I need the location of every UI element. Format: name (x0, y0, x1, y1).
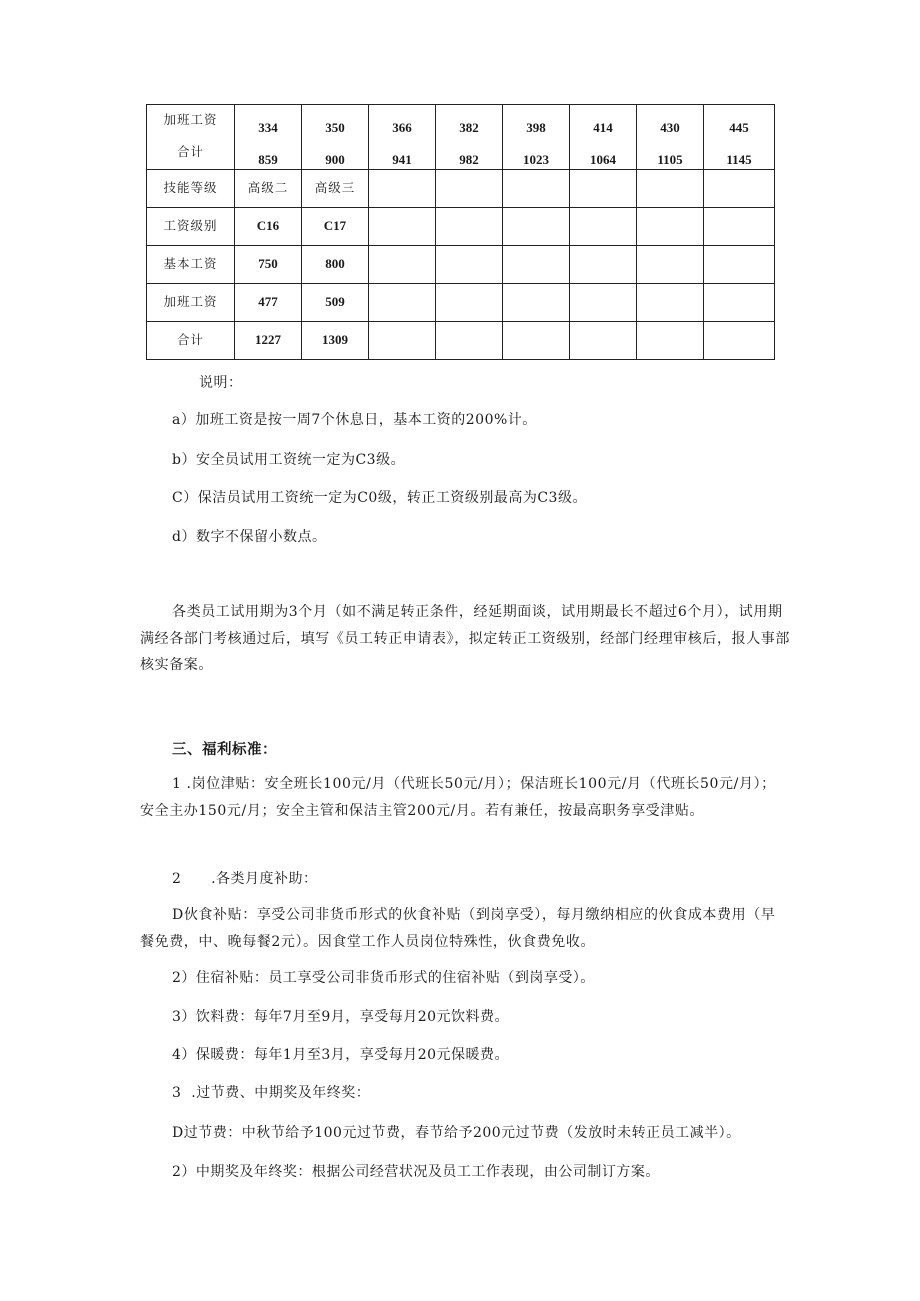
table-cell: 366 (369, 105, 436, 138)
note-c: C）保洁员试用工资统一定为C0级，转正工资级别最高为C3级。 (172, 490, 587, 506)
table-row (147, 170, 775, 208)
table-cell: 1105 (637, 137, 704, 170)
table-cell: 1145 (704, 137, 775, 170)
note-a: a）加班工资是按一周7个休息日，基本工资的200%计。 (172, 412, 537, 428)
table-cell (503, 170, 570, 208)
table-cell (436, 208, 503, 246)
table-cell: 414 (570, 105, 637, 138)
table-cell: C16 (235, 208, 302, 246)
welfare-item-3-title: 3 .过节费、中期奖及年终奖： (172, 1085, 371, 1101)
table-cell (570, 246, 637, 284)
table-cell: 982 (436, 137, 503, 170)
table-cell: 1023 (503, 137, 570, 170)
row-label: 合计 (147, 137, 235, 170)
row-label: 基本工资 (147, 246, 235, 284)
housing-allowance: 2）住宿补贴：员工享受公司非货币形式的住宿补贴（到岗享受）。 (172, 970, 595, 986)
table-cell (570, 208, 637, 246)
row-label: 加班工资 (147, 284, 235, 322)
table-row (147, 284, 775, 322)
table-cell (570, 322, 637, 360)
table-cell (704, 208, 775, 246)
table-cell (503, 284, 570, 322)
table-cell (369, 246, 436, 284)
table-cell (369, 208, 436, 246)
table-cell: 509 (302, 284, 369, 322)
table-cell: 941 (369, 137, 436, 170)
bonus: 2）中期奖及年终奖：根据公司经营状况及员工工作表现，由公司制订方案。 (172, 1164, 660, 1180)
table-cell (503, 322, 570, 360)
table-cell (436, 322, 503, 360)
table-cell (369, 170, 436, 208)
table-cell: 859 (235, 137, 302, 170)
table-cell (436, 246, 503, 284)
table-cell: 430 (637, 105, 704, 138)
table-row (147, 208, 775, 246)
notes-title: 说明： (199, 375, 243, 391)
table-cell: 398 (503, 105, 570, 138)
table-cell: 1064 (570, 137, 637, 170)
welfare-heading: 三、福利标准： (172, 742, 277, 758)
table-cell: 445 (704, 105, 775, 138)
table-cell (704, 170, 775, 208)
table-cell: 750 (235, 246, 302, 284)
row-label: 合计 (147, 322, 235, 360)
table-cell: C17 (302, 208, 369, 246)
note-b: b）安全员试用工资统一定为C3级。 (172, 452, 406, 468)
table-cell: 高级二 (235, 170, 302, 208)
table-cell (637, 284, 704, 322)
table-cell: 350 (302, 105, 369, 138)
table-cell: 334 (235, 105, 302, 138)
table-row (147, 246, 775, 284)
festival-fee: D过节费：中秋节给予100元过节费，春节给予200元过节费（发放时未转正员工减半）。 (172, 1125, 741, 1141)
table-cell (369, 284, 436, 322)
welfare-item-1: 1 .岗位津贴：安全班长100元/月（代班长50元/月）；保洁班长100元/月（代班长50元/月）；安全主办150元/月；安全主管和保洁主管200元/月。若有兼任，按最高职务享受津贴。 (140, 776, 776, 819)
table-cell: 900 (302, 137, 369, 170)
probation-paragraph: 各类员工试用期为3个月（如不满足转正条件，经延期面谈，试用期最长不超过6个月），试用期满经各部门考核通过后，填写《员工转正申请表》，拟定转正工资级别，经部门经理审核后，报人事部核实备案。 (140, 604, 790, 673)
row-label: 加班工资 (147, 105, 235, 138)
meal-allowance: D伙食补贴：享受公司非货币形式的伙食补贴（到岗享受），每月缴纳相应的伙食成本费用（早餐免费，中、晚每餐2元）。因食堂工作人员岗位特殊性，伙食费免收。 (140, 907, 776, 950)
heating-allowance: 4）保暖费：每年1月至3月，享受每月20元保暖费。 (172, 1047, 510, 1063)
salary-table (146, 104, 775, 360)
table-cell (436, 284, 503, 322)
table-cell (637, 246, 704, 284)
table-cell (637, 170, 704, 208)
drinks-allowance: 3）饮料费：每年7月至9月，享受每月20元饮料费。 (172, 1009, 510, 1025)
table-cell (637, 208, 704, 246)
welfare-item-2-title: 2 .各类月度补助： (172, 871, 318, 887)
table-cell: 800 (302, 246, 369, 284)
table-cell (704, 322, 775, 360)
table-cell: 1309 (302, 322, 369, 360)
table-cell (369, 322, 436, 360)
row-label: 工资级别 (147, 208, 235, 246)
table-cell (503, 246, 570, 284)
table-cell (570, 170, 637, 208)
note-d: d）数字不保留小数点。 (172, 529, 327, 545)
table-cell (637, 322, 704, 360)
table-cell: 477 (235, 284, 302, 322)
table-row (147, 322, 775, 360)
table-cell (704, 284, 775, 322)
table-cell (570, 284, 637, 322)
table-row (147, 105, 775, 138)
table-cell (704, 246, 775, 284)
table-cell (436, 170, 503, 208)
table-cell: 382 (436, 105, 503, 138)
table-row (147, 137, 775, 170)
table-cell (503, 208, 570, 246)
table-cell: 1227 (235, 322, 302, 360)
table-cell: 高级三 (302, 170, 369, 208)
row-label: 技能等级 (147, 170, 235, 208)
